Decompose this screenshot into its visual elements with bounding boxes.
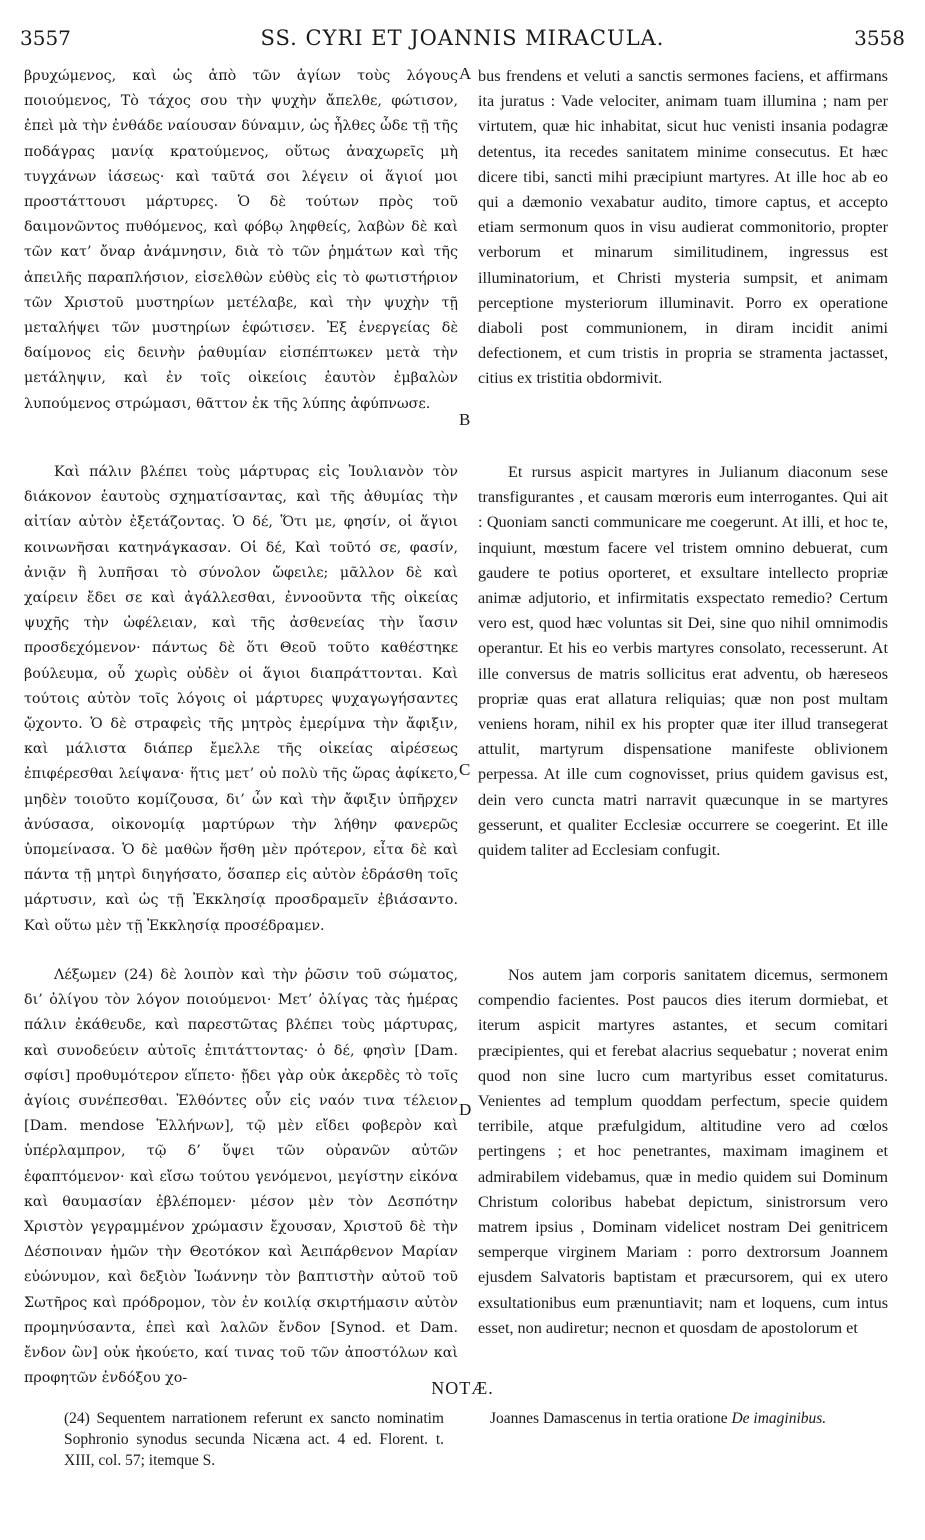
page-number-left: 3557 [20,26,71,50]
footnote-24-left [64,1408,444,1471]
latin-column-paragraph-3 [478,963,888,1341]
latin-text: Et rursus aspicit martyres in Julianum diaconum sese transfigurantes , et causam mœroris eum interrogantes. Qui ait : Quoniam sancti communicare me coegerunt. At illi, et hoc te, inquiunt, mœstum facere vel tristem omnino debuerat, cum gaudere te potius oporteret, et exsultare intellecto propriæ animæ adjutorio, et infirmitatis exspectato remedio? Certum vero est, quod hæc voluntas sit Dei, sine quo nihil omnimodis operantur. Et his eo verbis martyres consolato, recesserunt. At ille conversus de matris sollicitus erat adventu, ob hæreseos propriæ quas erat allatura reliquias; quæ non post multam veniens horam, nihil ex his propter quæ iter illud transegerat attulit, martyrum dispensatione manifeste oblivionem perpessa. At ille cum cognovisset, prius quidem gavisus est, dein vero cuncta matri narravit quæcunque in se martyres gesserunt, et qualiter Ecclesiæ occurrere se coegerint. Et ille quidem taliter ad Ecclesiam confugit. [478,463,888,860]
greek-column-paragraph-3 [24,963,458,1391]
greek-text: Λέξωμεν (24) δὲ λοιπὸν καὶ τὴν ῥῶσιν τοῦ σώματος, δι’ ὀλίγου τὸν λόγον ποιούμενοι· Μετ’ ὀλίγας τὰς ἡμέρας πάλιν ἐκάθευδε, καὶ παρεστῶτας βλέπει τοὺς μάρτυρας, καὶ συνοδεύειν αὐτοῖς ἐπιτάττοντας· ὁ δέ, φησὶν [Dam. σφίσι] προθυμότερον εἵπετο· ᾔδει γὰρ οὐκ ἀκερδὲς τὸ τοῖς ἁγίοις συνέπεσθαι. Ἐλθόντες οὖν εἰς ναόν τινα τέλειον [Dam. mendose Ἑλλήνων], τῷ μὲν εἴδει φοβερὸν καὶ ὑπέρλαμπρον, τῷ δ’ ὕψει τῶν οὐρανῶν αὐτῶν ἐφαπτόμενον· καὶ εἴσω τούτου γενόμενοι, μεγίστην εἰκόνα καὶ θαυμασίαν ἐβλέπομεν· μέσον μὲν τὸν Δεσπότην Χριστὸν γεγραμμένον χρώμασιν ἔχουσαν, Χριστοῦ δὲ τὴν Δέσποιναν ἡμῶν τὴν Θεοτόκον καὶ Ἀειπάρθενον Μαρίαν εὐώνυμον, καὶ δεξιὸν Ἰωάννην τὸν βαπτιστὴν αὐτοῦ τοῦ Σωτῆρος καὶ πρόδρομον, τὸν ἐν κοιλίᾳ σκιρτήμασιν αὐτὸν προμηνύσαντα, ἐπεὶ καὶ λαλῶν ἔνδον [Synod. et Dam. ἔνδον ὢν] οὐκ ἠκούετο, καί τινας τοῦ τῶν ἀποστόλων καὶ προφητῶν ἐνδόξου χο- [24,967,458,1387]
greek-text: Καὶ πάλιν βλέπει τοὺς μάρτυρας εἰς Ἰουλιανὸν τὸν διάκονον ἑαυτοὺς σχηματίσαντας, καὶ τῆς ἀθυμίας τὴν αἰτίαν αὐτὸν ἐξετάζοντας. Ὁ δέ, Ὅτι με, φησίν, οἱ ἅγιοι κοινωνῆσαι κατηνάγκασαν. Οἱ δέ, Καὶ τοῦτό σε, φασίν, ἀνιᾷν ἢ λυπῆσαι τὸ σύνολον ὤφειλε; μᾶλλον δὲ καὶ χαίρειν ἔδει σε καὶ ἀγάλλεσθαι, ἐννοοῦντα τῆς οἰκείας ψυχῆς τὴν ὠφέλειαν, καὶ τῆς ἀσθενείας τὴν ἴασιν προσδεχόμενον· πάντως δὲ ὅτι Θεοῦ τοῦτο καθέστηκε βούλευμα, οὗ χωρὶς οὐδὲν οἱ ἅγιοι διαπράττονται. Καὶ τούτοις αὐτὸν τοῖς λόγοις οἱ μάρτυρες ψυχαγωγήσαντες ᾤχοντο. Ὁ δὲ στραφεὶς τῆς μητρὸς ἐμερίμνα τὴν ἄφιξιν, καὶ μάλιστα διάπερ ἔμελλε τῆς οἰκείας αἱρέσεως ἐπιφέρεσθαι λείψανα· ἥτις μετ’ οὐ πολὺ τῆς ὥρας ἀφίκετο, μηδὲν τοιοῦτο κομίζουσα, δι’ ὧν καὶ τὴν ἄφιξιν ὑπῆρχεν ἀνύσασα, οἰκονομίᾳ μαρτύρων τὴν λήθην φανερῶς ὑπομείνασα. Ὁ δὲ μαθὼν ἥσθη μὲν πρότερον, εἶτα δὲ καὶ πάντα τῇ μητρὶ διηγήσατο, ὅσαπερ εἰς αὐτὸν ἐδράσθη τοῖς μάρτυσιν, καὶ ὡς τῇ Ἐκκλησίᾳ προσδραμεῖν ἐβιάσαντο. Καὶ οὕτω μὲν τῇ Ἐκκλησίᾳ προσέδραμεν. [24,464,458,934]
greek-text: βρυχώμενος, καὶ ὡς ἀπὸ τῶν ἁγίων τοὺς λόγους ποιούμενος, Τὸ τάχος σου τὴν ψυχὴν ἄπελθε, φώτισον, ἐπεὶ μὰ τὴν ἐνθάδε ναίουσαν δύναμιν, ὡς ἦλθες ὧδε τῇ τῆς ποδάγρας μανίᾳ κρατούμενος, οὕτως ἀναχωρεῖς μὴ τυγχάνων ἰάσεως· καὶ ταῦτά σοι λέγειν οἱ ἅγιοί μοι προστάττουσι μάρτυρες. Ὁ δὲ τούτων πρὸς τοῦ δαιμονῶντος πυθόμενος, καὶ φόβῳ ληφθείς, λαβὼν δὲ καὶ τῶν κατ’ ὄναρ ἀνάμνησιν, διὰ τὸ τῶν ῥημάτων καὶ τῆς ἀπειλῆς παραπλήσιον, εἰσελθὼν εὐθὺς εἰς τὸ φωτιστήριον τῶν Χριστοῦ μυστηρίων μετέλαβε, καὶ τὴν ψυχὴν τῇ μεταλήψει τῶν μυστηρίων ἐφώτισεν. Ἐξ ἐνεργείας δὲ δαίμονος εἰς δεινὴν ῥαθυμίαν εἰσπέπτωκεν μετὰ τὴν μετάληψιν, καὶ ἐν τοῖς οἰκείοις ἑαυτὸν ἐμβαλὼν λυπούμενος στρώμασι, θᾶττον ἐκ τῆς λύπης ἀφύπνωσε. [24,68,458,412]
greek-column-paragraph-1 [24,64,458,417]
latin-text: Nos autem jam corporis sanitatem dicemus, sermonem compendio facientes. Post paucos dies iterum dormiebat, et iterum aspicit martyres astantes, et secum comitari præcipientes, qui et ferebat alacrius sequebatur ; noverat enim quod non sine lucro cum martyribus esset comitaturus. Venientes ad templum quoddam perfectum, specie quidem terribile, atque præfulgidum, altitudine vero ad cœlos pertingens ; et hoc penetrantes, maximam imaginem et admirabilem videbamus, quæ in medio quidem sui Dominum Christum coloribus habebat depictum, sinistrorsum vero matrem ipsius , Dominam videlicet nostram Dei genitricem semperque virginem Mariam : porro dextrorsum Joannem ejusdem Salvatoris baptistam et præcursorem, qui ex utero exsultationibus eum prænuntiavit; nam et loquens, cum intus esset, non audiretur; necnon et quosdam de apostolorum et [478,966,888,1337]
page-number-right: 3558 [854,26,905,50]
notes-heading: NOTÆ. [431,1378,494,1398]
footnote-text: (24) Sequentem narrationem referunt ex sancto nominatim Sophronio synodus secunda Nicæna act. 4 ed. Florent. t. XIII, col. 57; itemque S. [64,1410,444,1469]
latin-column-paragraph-1 [478,64,888,392]
latin-column-paragraph-2 [478,460,888,863]
footnote-text: Joannes Damascenus in tertia oratione [490,1410,732,1427]
footnote-work-title: De imaginibus. [731,1410,827,1427]
footnote-24-right [490,1408,890,1429]
section-marker-d: D [459,1100,472,1119]
running-title: SS. CYRI ET JOANNIS MIRACULA. [260,26,665,50]
section-marker-a: A [459,64,472,83]
section-marker-c: C [459,760,471,779]
section-marker-b: B [459,410,471,429]
latin-text: bus frendens et veluti a sanctis sermones faciens, et affirmans ita juratus : Vade velociter, animam tuam illumina ; nam per virtutem, quæ hic inhabitat, sicut huc venisti insania podagræ detentus, ita recedes sanitatem minime consecutus. Et hæc dicere tibi, sancti mihi præcipiunt martyres. At ille hoc ab eo qui a dæmonio vexabatur audito, timore captus, et accepto etiam sermonum quos in visu audierat commonitorio, propter verborum et minarum similitudinem, ingressus est illuminatorium, et Christi mysteria sumpsit, et animam perceptione mysteriorum illuminavit. Porro ex operatione diaboli post communionem, in diram incidit animi defectionem, et cum tristis in propria se stramenta jactasset, citius ex tristitia obdormivit. [478,67,888,388]
running-header [20,26,905,56]
greek-column-paragraph-2 [24,460,458,939]
